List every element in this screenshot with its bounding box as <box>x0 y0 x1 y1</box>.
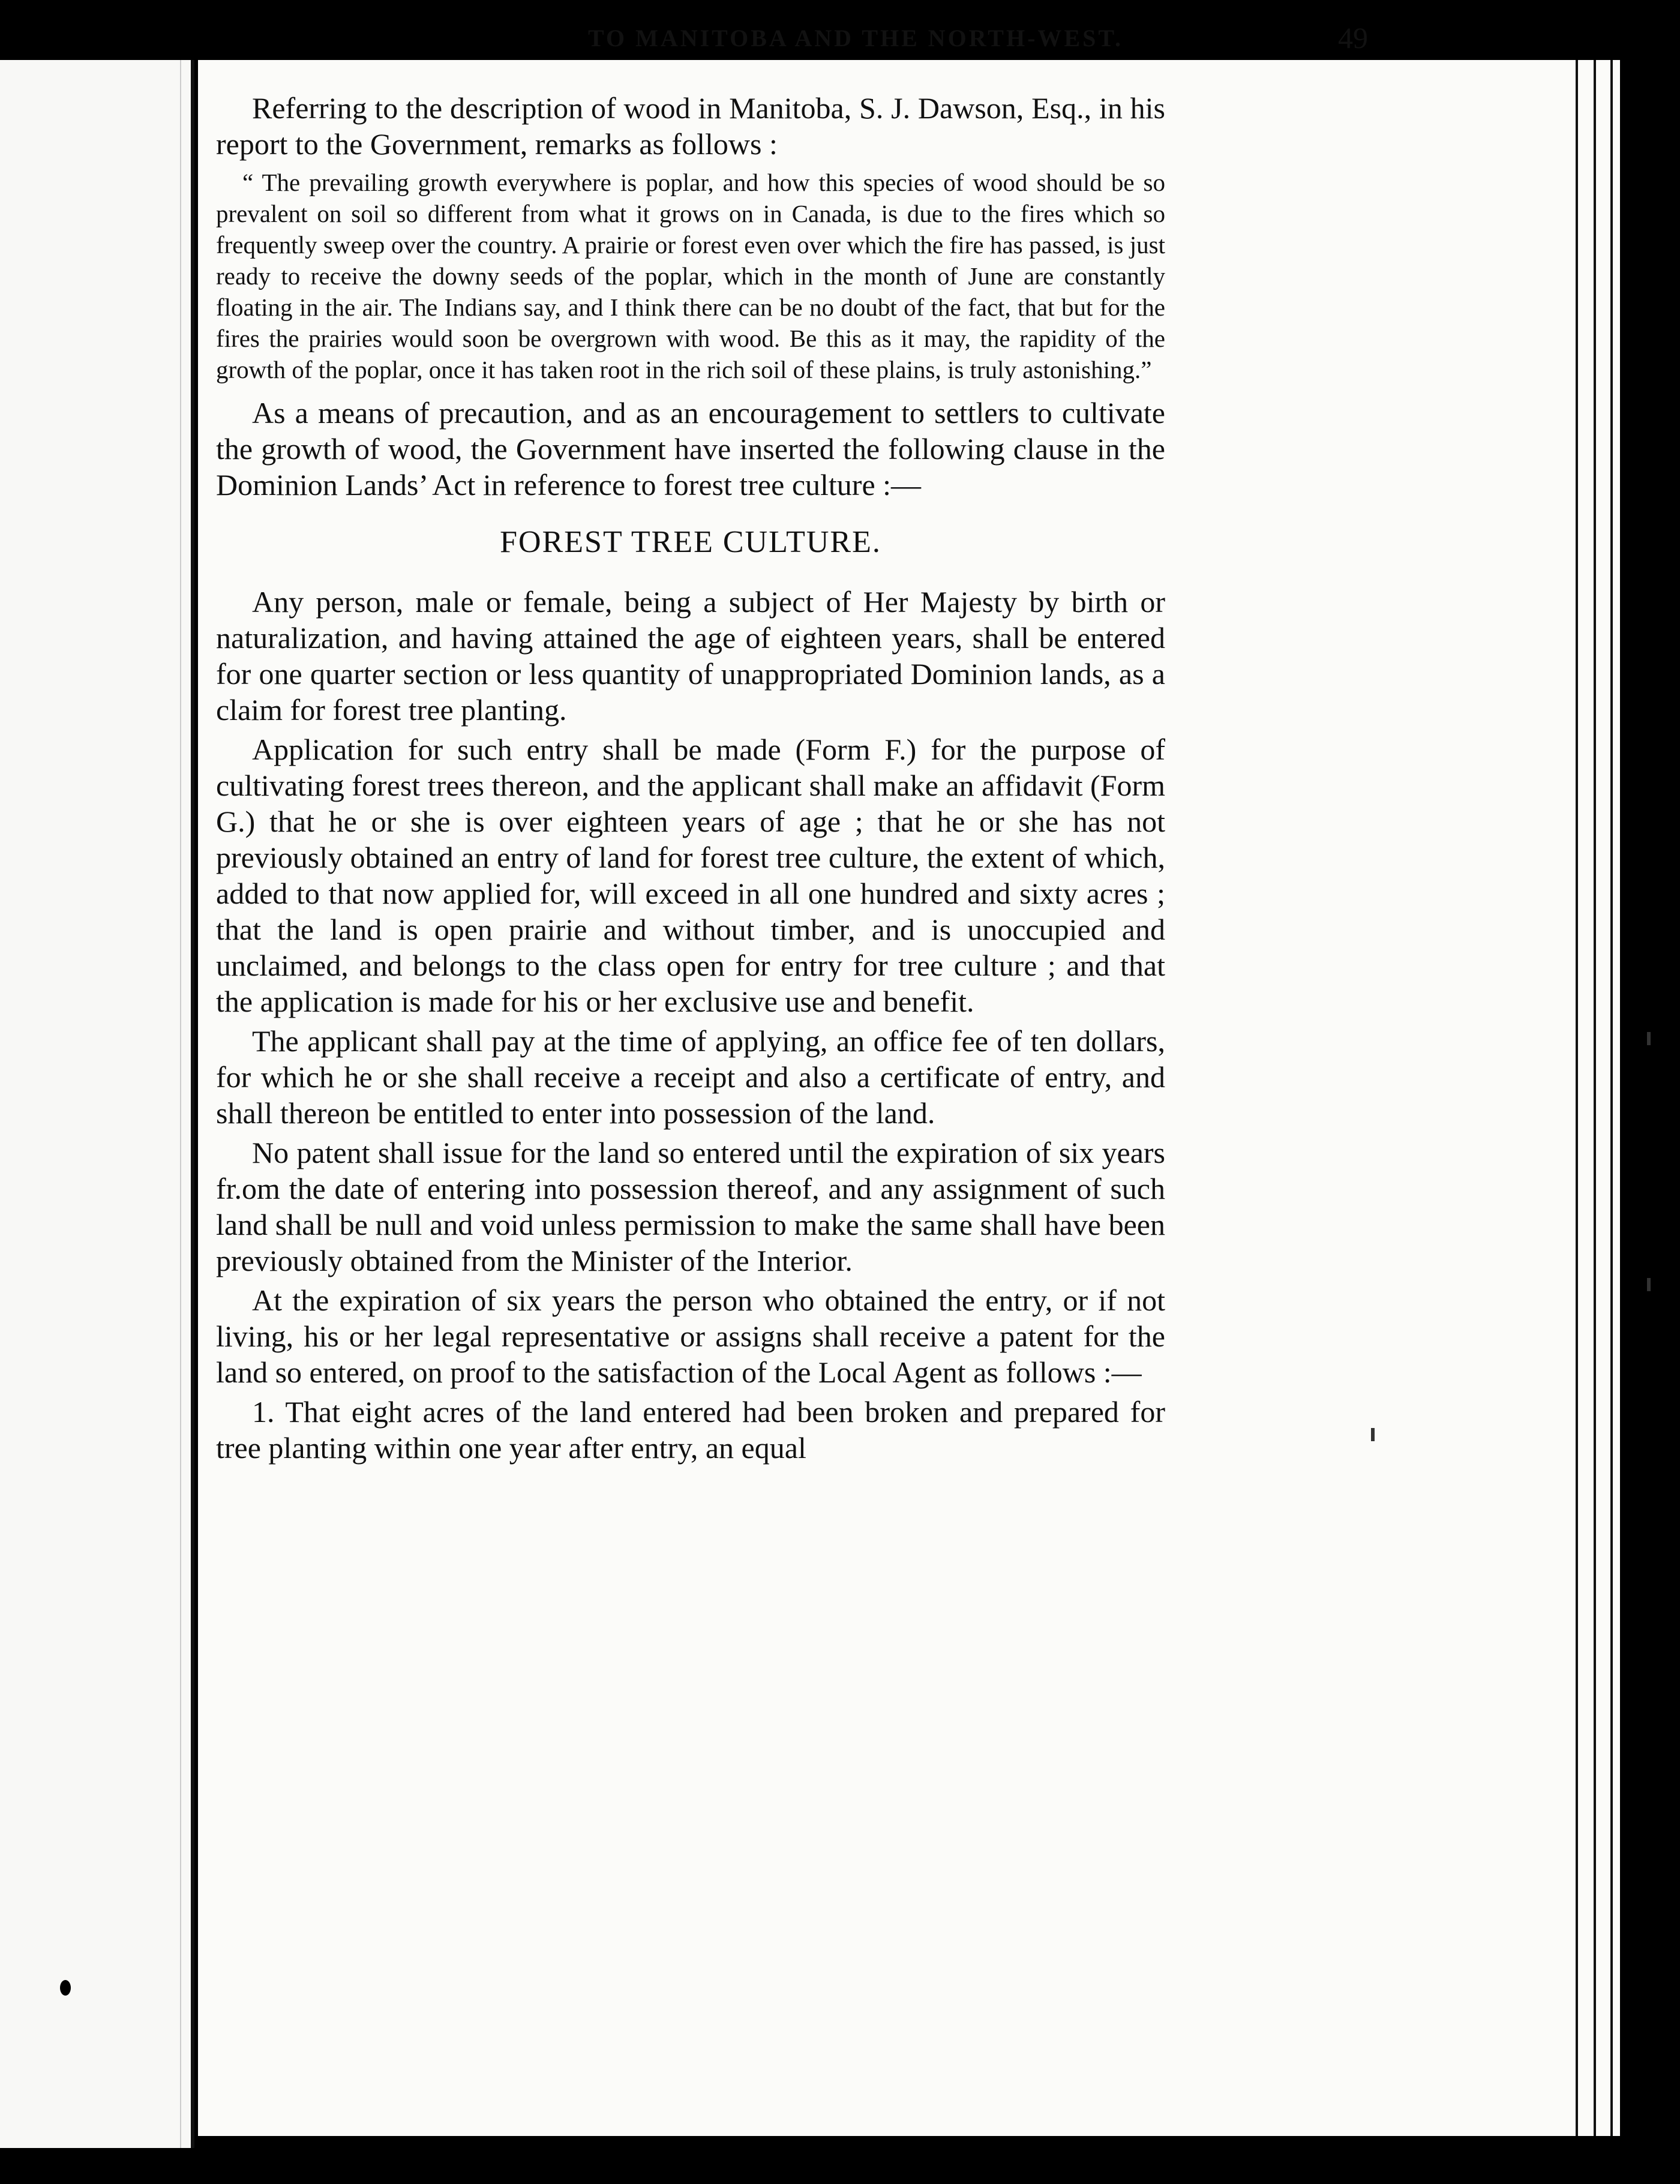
scan-speck <box>1371 1428 1375 1441</box>
body-text <box>216 90 1165 1469</box>
paragraph: The applicant shall pay at the time of applying, an office fee of ten dollars, for which he or she shall receive a receipt and also a certificate of entry, and shall thereon be entitled to enter into possession of the land. <box>216 1024 1165 1130</box>
scan-speck <box>1647 1032 1651 1045</box>
paragraph: 1. That eight acres of the land entered had been broken and prepared for tree planting within one year after entry, an equal <box>216 1395 1165 1465</box>
scan-speck <box>60 1980 71 1996</box>
facing-page-edge <box>0 60 194 2148</box>
page-header <box>390 21 1368 60</box>
section-heading: FOREST TREE CULTURE. <box>500 525 881 559</box>
paragraph: Any person, male or female, being a subject of Her Majesty by birth or naturalization, and having attained the age of eighteen years, shall be entered for one quarter section or less quantity of unappropriated Dominion lands, as a claim for forest tree planting. <box>216 585 1165 727</box>
paragraph: No patent shall issue for the land so entered until the expiration of six years fr.om the date of entering into possession thereof, and any assignment of such land shall be null and void unless permission to make the same shall have been previously obtained from the Minister of the Interior. <box>216 1136 1165 1277</box>
paragraph: At the expiration of six years the person who obtained the entry, or if not living, his or her legal representative or assigns shall receive a patent for the land so entered, on proof to the satisfaction of the Local Agent as follows :— <box>216 1283 1165 1389</box>
page-edge-line <box>1576 60 1578 2136</box>
page-number: 49 <box>1338 21 1368 55</box>
block-quote: “ The prevailing growth everywhere is poplar, and how this species of wood should be so prevalent on soil so different from what it grows on in Canada, is due to the fires which so frequently sweep over the country. A prairie or forest even over which the fire has passed, is just ready to receive the downy seeds of the poplar, which in the month of June are constantly floating in the air. The Indians say, and I think there can be no doubt of the fact, that but for the fires the prairies would soon be overgrown with wood. Be this as it may, the rapidity of the growth of the poplar, once it has taken root in the rich soil of these plains, is truly astonishing.” <box>216 169 1165 383</box>
running-head: TO MANITOBA AND THE NORTH-WEST. <box>588 25 1124 52</box>
facing-page-margin <box>0 60 181 2148</box>
page-edge-line <box>1594 60 1596 2136</box>
page-edge-line <box>1610 60 1613 2136</box>
scan-speck <box>1647 1278 1651 1291</box>
precaution-paragraph: As a means of precaution, and as an encouragement to settlers to cultivate the growth of wood, the Government have inserted the following clause in the Dominion Lands’ Act in reference to forest tree culture :— <box>216 396 1165 502</box>
intro-paragraph: Referring to the description of wood in Manitoba, S. J. Dawson, Esq., in his report to the Government, remarks as follows : <box>216 91 1165 161</box>
paragraph: Application for such entry shall be made (Form F.) for the purpose of cultivating forest trees thereon, and the applicant shall make an affidavit (Form G.) that he or she is over eighteen years of age ; that he or she has not previously obtained an entry of land for forest tree culture, the extent of which, added to that now applied for, will exceed in all one hundred and sixty acres ; that the land is open prairie and without timber, and is unoccupied and unclaimed, and belongs to the class open for entry for tree culture ; and that the application is made for his or her exclusive use and benefit. <box>216 733 1165 1018</box>
